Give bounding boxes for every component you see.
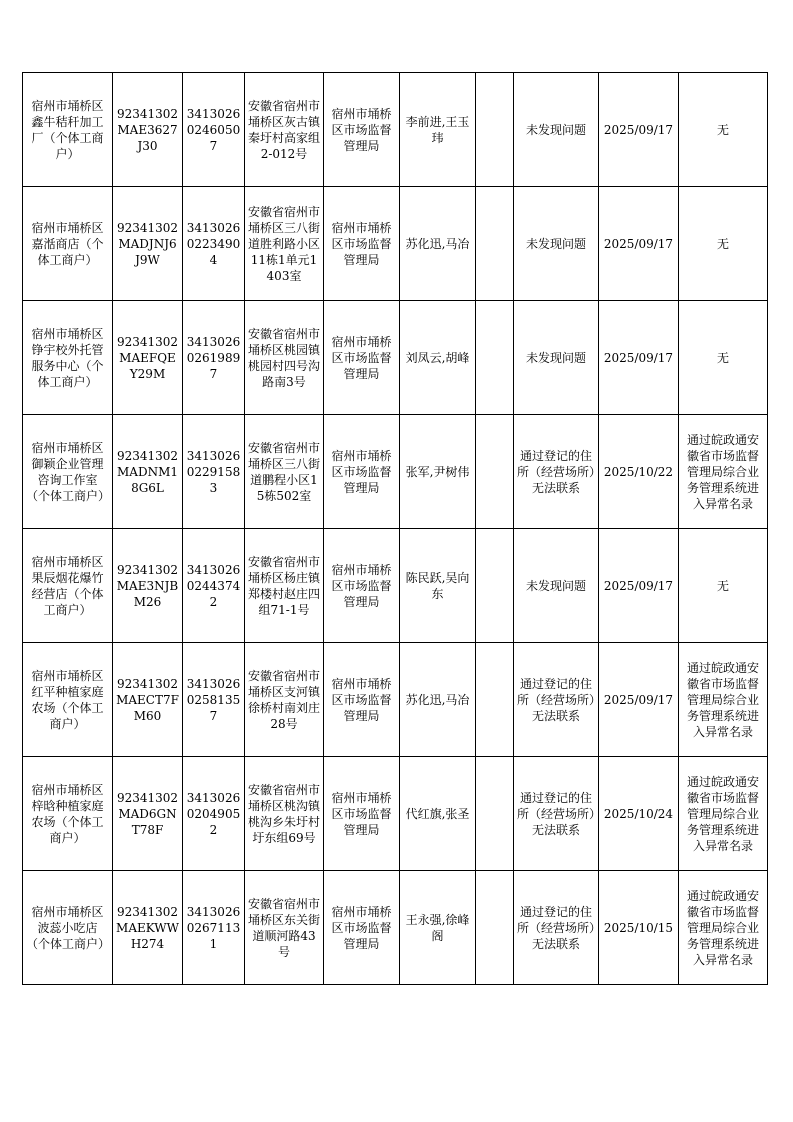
inspection-date-cell: 2025/10/15 — [599, 871, 679, 985]
entity-name-cell: 宿州市埇桥区梓晗种植家庭农场（个体工商户） — [23, 757, 113, 871]
table-row — [23, 529, 768, 643]
address-cell: 安徽省宿州市埇桥区桃园镇桃园村四号沟路南3号 — [245, 301, 324, 415]
entity-name-cell: 宿州市埇桥区御颖企业管理咨询工作室（个体工商户） — [23, 415, 113, 529]
table-row — [23, 757, 768, 871]
address-cell: 安徽省宿州市埇桥区桃沟镇桃沟乡朱圩村圩东组69号 — [245, 757, 324, 871]
authority-cell: 宿州市埇桥区市场监督管理局 — [324, 73, 400, 187]
address-cell: 安徽省宿州市埇桥区灰古镇秦圩村高家组2-012号 — [245, 73, 324, 187]
inspection-date-cell: 2025/09/17 — [599, 73, 679, 187]
inspection-result-cell: 未发现问题 — [514, 73, 599, 187]
inspection-date-cell: 2025/10/24 — [599, 757, 679, 871]
credit-code-cell: 92341302MAE3NJBM26 — [113, 529, 183, 643]
address-cell: 安徽省宿州市埇桥区三八街道鹏程小区15栋502室 — [245, 415, 324, 529]
inspectors-cell: 张军,尹树伟 — [400, 415, 476, 529]
table-row — [23, 871, 768, 985]
inspectors-cell: 王永强,徐峰阁 — [400, 871, 476, 985]
inspection-result-cell: 通过登记的住所（经营场所）无法联系 — [514, 871, 599, 985]
authority-cell: 宿州市埇桥区市场监督管理局 — [324, 643, 400, 757]
address-cell: 安徽省宿州市埇桥区东关街道顺河路43号 — [245, 871, 324, 985]
inspection-date-cell: 2025/10/22 — [599, 415, 679, 529]
entity-name-cell: 宿州市埇桥区铮宇校外托管服务中心（个体工商户） — [23, 301, 113, 415]
measure-cell: 无 — [679, 73, 768, 187]
credit-code-cell: 92341302MAD6GNT78F — [113, 757, 183, 871]
registration-number-cell: 341302602581357 — [183, 643, 245, 757]
address-cell: 安徽省宿州市埇桥区三八街道胜利路小区11栋1单元1403室 — [245, 187, 324, 301]
inspection-date-cell: 2025/09/17 — [599, 529, 679, 643]
inspection-result-cell: 未发现问题 — [514, 301, 599, 415]
blank-cell — [476, 757, 514, 871]
entity-name-cell: 宿州市埇桥区果辰烟花爆竹经营店（个体工商户） — [23, 529, 113, 643]
measure-cell: 通过皖政通安徽省市场监督管理局综合业务管理系统进入异常名录 — [679, 757, 768, 871]
blank-cell — [476, 73, 514, 187]
measure-cell: 通过皖政通安徽省市场监督管理局综合业务管理系统进入异常名录 — [679, 871, 768, 985]
address-cell: 安徽省宿州市埇桥区支河镇徐桥村南刘庄28号 — [245, 643, 324, 757]
entity-name-cell: 宿州市埇桥区鑫牛秸秆加工厂（个体工商户） — [23, 73, 113, 187]
entity-name-cell: 宿州市埇桥区红平种植家庭农场（个体工商户） — [23, 643, 113, 757]
measure-cell: 通过皖政通安徽省市场监督管理局综合业务管理系统进入异常名录 — [679, 643, 768, 757]
table-row — [23, 301, 768, 415]
table-body — [23, 73, 768, 985]
inspectors-cell: 苏化迅,马冶 — [400, 187, 476, 301]
inspection-date-cell: 2025/09/17 — [599, 187, 679, 301]
credit-code-cell: 92341302MADJNJ6J9W — [113, 187, 183, 301]
registration-number-cell: 341302602234904 — [183, 187, 245, 301]
authority-cell: 宿州市埇桥区市场监督管理局 — [324, 757, 400, 871]
blank-cell — [476, 187, 514, 301]
address-cell: 安徽省宿州市埇桥区杨庄镇郑楼村赵庄四组71-1号 — [245, 529, 324, 643]
measure-cell: 通过皖政通安徽省市场监督管理局综合业务管理系统进入异常名录 — [679, 415, 768, 529]
inspection-result-cell: 通过登记的住所（经营场所）无法联系 — [514, 415, 599, 529]
registration-number-cell: 341302602291583 — [183, 415, 245, 529]
credit-code-cell: 92341302MAEKWWH274 — [113, 871, 183, 985]
registration-number-cell: 341302602049052 — [183, 757, 245, 871]
table-row — [23, 415, 768, 529]
authority-cell: 宿州市埇桥区市场监督管理局 — [324, 301, 400, 415]
inspectors-cell: 陈民跃,吴向东 — [400, 529, 476, 643]
registration-number-cell: 341302602619897 — [183, 301, 245, 415]
inspection-result-cell: 未发现问题 — [514, 187, 599, 301]
table-row — [23, 643, 768, 757]
inspectors-cell: 代红旗,张圣 — [400, 757, 476, 871]
registration-number-cell: 341302602671131 — [183, 871, 245, 985]
inspection-date-cell: 2025/09/17 — [599, 301, 679, 415]
authority-cell: 宿州市埇桥区市场监督管理局 — [324, 529, 400, 643]
inspectors-cell: 李前进,王玉玮 — [400, 73, 476, 187]
blank-cell — [476, 529, 514, 643]
table-row — [23, 187, 768, 301]
measure-cell: 无 — [679, 187, 768, 301]
measure-cell: 无 — [679, 529, 768, 643]
inspection-date-cell: 2025/09/17 — [599, 643, 679, 757]
credit-code-cell: 92341302MADNM18G6L — [113, 415, 183, 529]
blank-cell — [476, 415, 514, 529]
blank-cell — [476, 643, 514, 757]
table-row — [23, 73, 768, 187]
authority-cell: 宿州市埇桥区市场监督管理局 — [324, 187, 400, 301]
inspection-result-cell: 通过登记的住所（经营场所）无法联系 — [514, 757, 599, 871]
entity-name-cell: 宿州市埇桥区嘉湉商店（个体工商户） — [23, 187, 113, 301]
authority-cell: 宿州市埇桥区市场监督管理局 — [324, 415, 400, 529]
inspectors-cell: 苏化迅,马冶 — [400, 643, 476, 757]
authority-cell: 宿州市埇桥区市场监督管理局 — [324, 871, 400, 985]
blank-cell — [476, 301, 514, 415]
entity-name-cell: 宿州市埇桥区波蕊小吃店（个体工商户） — [23, 871, 113, 985]
credit-code-cell: 92341302MAEFQEY29M — [113, 301, 183, 415]
credit-code-cell: 92341302MAE3627J30 — [113, 73, 183, 187]
blank-cell — [476, 871, 514, 985]
credit-code-cell: 92341302MAECT7FM60 — [113, 643, 183, 757]
inspectors-cell: 刘凤云,胡峰 — [400, 301, 476, 415]
inspection-result-cell: 通过登记的住所（经营场所）无法联系 — [514, 643, 599, 757]
registration-number-cell: 341302602460507 — [183, 73, 245, 187]
registration-number-cell: 341302602443742 — [183, 529, 245, 643]
measure-cell: 无 — [679, 301, 768, 415]
inspection-result-cell: 未发现问题 — [514, 529, 599, 643]
inspection-results-table — [22, 72, 768, 985]
